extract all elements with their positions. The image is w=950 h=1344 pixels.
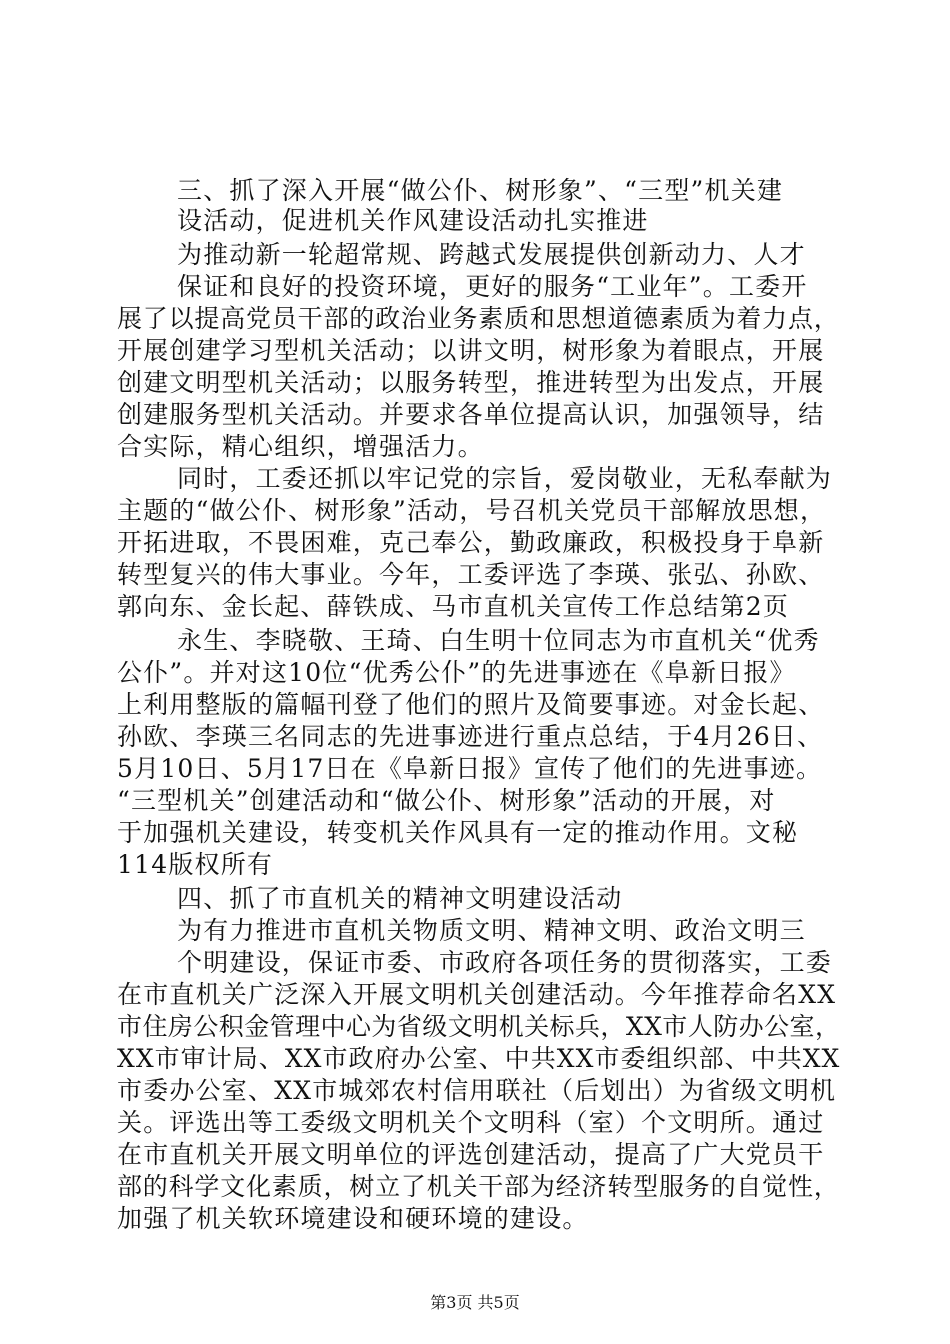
paragraph-line: 在市直机关广泛深入开展文明机关创建活动。今年推荐命名XX — [117, 980, 837, 1009]
paragraph-line: 永生、李晓敬、王琦、白生明十位同志为市直机关“优秀 — [177, 626, 820, 655]
paragraph-line: 公仆”。并对这10位“优秀公仆”的先进事迹在《阜新日报》 — [117, 658, 796, 687]
paragraph-line: 展了以提高党员干部的政治业务素质和思想道德素质为着力点， — [117, 304, 840, 333]
paragraph-line: 郭向东、金长起、薛铁成、马市直机关宣传工作总结第2页 — [117, 592, 790, 621]
paragraph-line: 为推动新一轮超常规、跨越式发展提供创新动力、人才 — [177, 240, 806, 269]
paragraph-line: 主题的“做公仆、树形象”活动，号召机关党员干部解放思想， — [117, 496, 827, 525]
paragraph-line: 市住房公积金管理中心为省级文明机关标兵，XX市人防办公室， — [117, 1012, 841, 1041]
paragraph-line: 在市直机关开展文明单位的评选创建活动，提高了广大党员干 — [117, 1140, 825, 1169]
paragraph-line: “三型机关”创建活动和“做公仆、树形象”活动的开展，对 — [117, 786, 776, 815]
paragraph-line: 保证和良好的投资环境，更好的服务“工业年”。工委开 — [177, 272, 808, 301]
paragraph-line: 为有力推进市直机关物质文明、精神文明、政治文明三 — [177, 916, 806, 945]
paragraph-line: 于加强机关建设，转变机关作风具有一定的推动作用。文秘 — [117, 818, 799, 847]
heading-section-3: 三、抓了深入开展“做公仆、树形象”、“三型”机关建 — [177, 176, 784, 205]
paragraph-line: 114版权所有 — [117, 850, 274, 879]
paragraph-line: 部的科学文化素质，树立了机关干部为经济转型服务的自觉性， — [117, 1172, 840, 1201]
paragraph-line: 同时，工委还抓以牢记党的宗旨，爱岗敬业，无私奉献为 — [177, 464, 833, 493]
paragraph-line: 创建文明型机关活动；以服务转型，推进转型为出发点，开展 — [117, 368, 825, 397]
paragraph-line: XX市审计局、XX市政府办公室、中共XX市委组织部、中共XX — [117, 1044, 841, 1073]
paragraph-line: 合实际，精心组织，增强活力。 — [117, 432, 484, 461]
paragraph-line: 市委办公室、XX市城郊农村信用联社（后划出）为省级文明机 — [117, 1076, 837, 1105]
paragraph-line: 关。评选出等工委级文明机关个文明科（室）个文明所。通过 — [117, 1108, 825, 1137]
paragraph-line: 加强了机关软环境建设和硬环境的建设。 — [117, 1204, 589, 1233]
paragraph-line: 个明建设，保证市委、市政府各项任务的贯彻落实，工委 — [177, 948, 833, 977]
paragraph-line: 创建服务型机关活动。并要求各单位提高认识，加强领导，结 — [117, 400, 825, 429]
paragraph-line: 开拓进取，不畏困难，克己奉公，勤政廉政，积极投身于阜新 — [117, 528, 825, 557]
heading-section-4: 四、抓了市直机关的精神文明建设活动 — [177, 884, 623, 913]
paragraph-line: 上利用整版的篇幅刊登了他们的照片及简要事迹。对金长起、 — [117, 690, 825, 719]
paragraph-line: 5月10日、5月17日在《阜新日报》宣传了他们的先进事迹。 — [117, 754, 823, 783]
paragraph-line: 开展创建学习型机关活动；以讲文明，树形象为着眼点，开展 — [117, 336, 825, 365]
paragraph-line: 孙欧、李瑛三名同志的先进事迹进行重点总结，于4月26日、 — [117, 722, 824, 751]
page-footer: 第3页 共5页 — [430, 1293, 520, 1312]
heading-section-3-cont: 设活动，促进机关作风建设活动扎实推进 — [177, 206, 649, 235]
paragraph-line: 转型复兴的伟大事业。今年，工委评选了李瑛、张弘、孙欧、 — [117, 560, 825, 589]
